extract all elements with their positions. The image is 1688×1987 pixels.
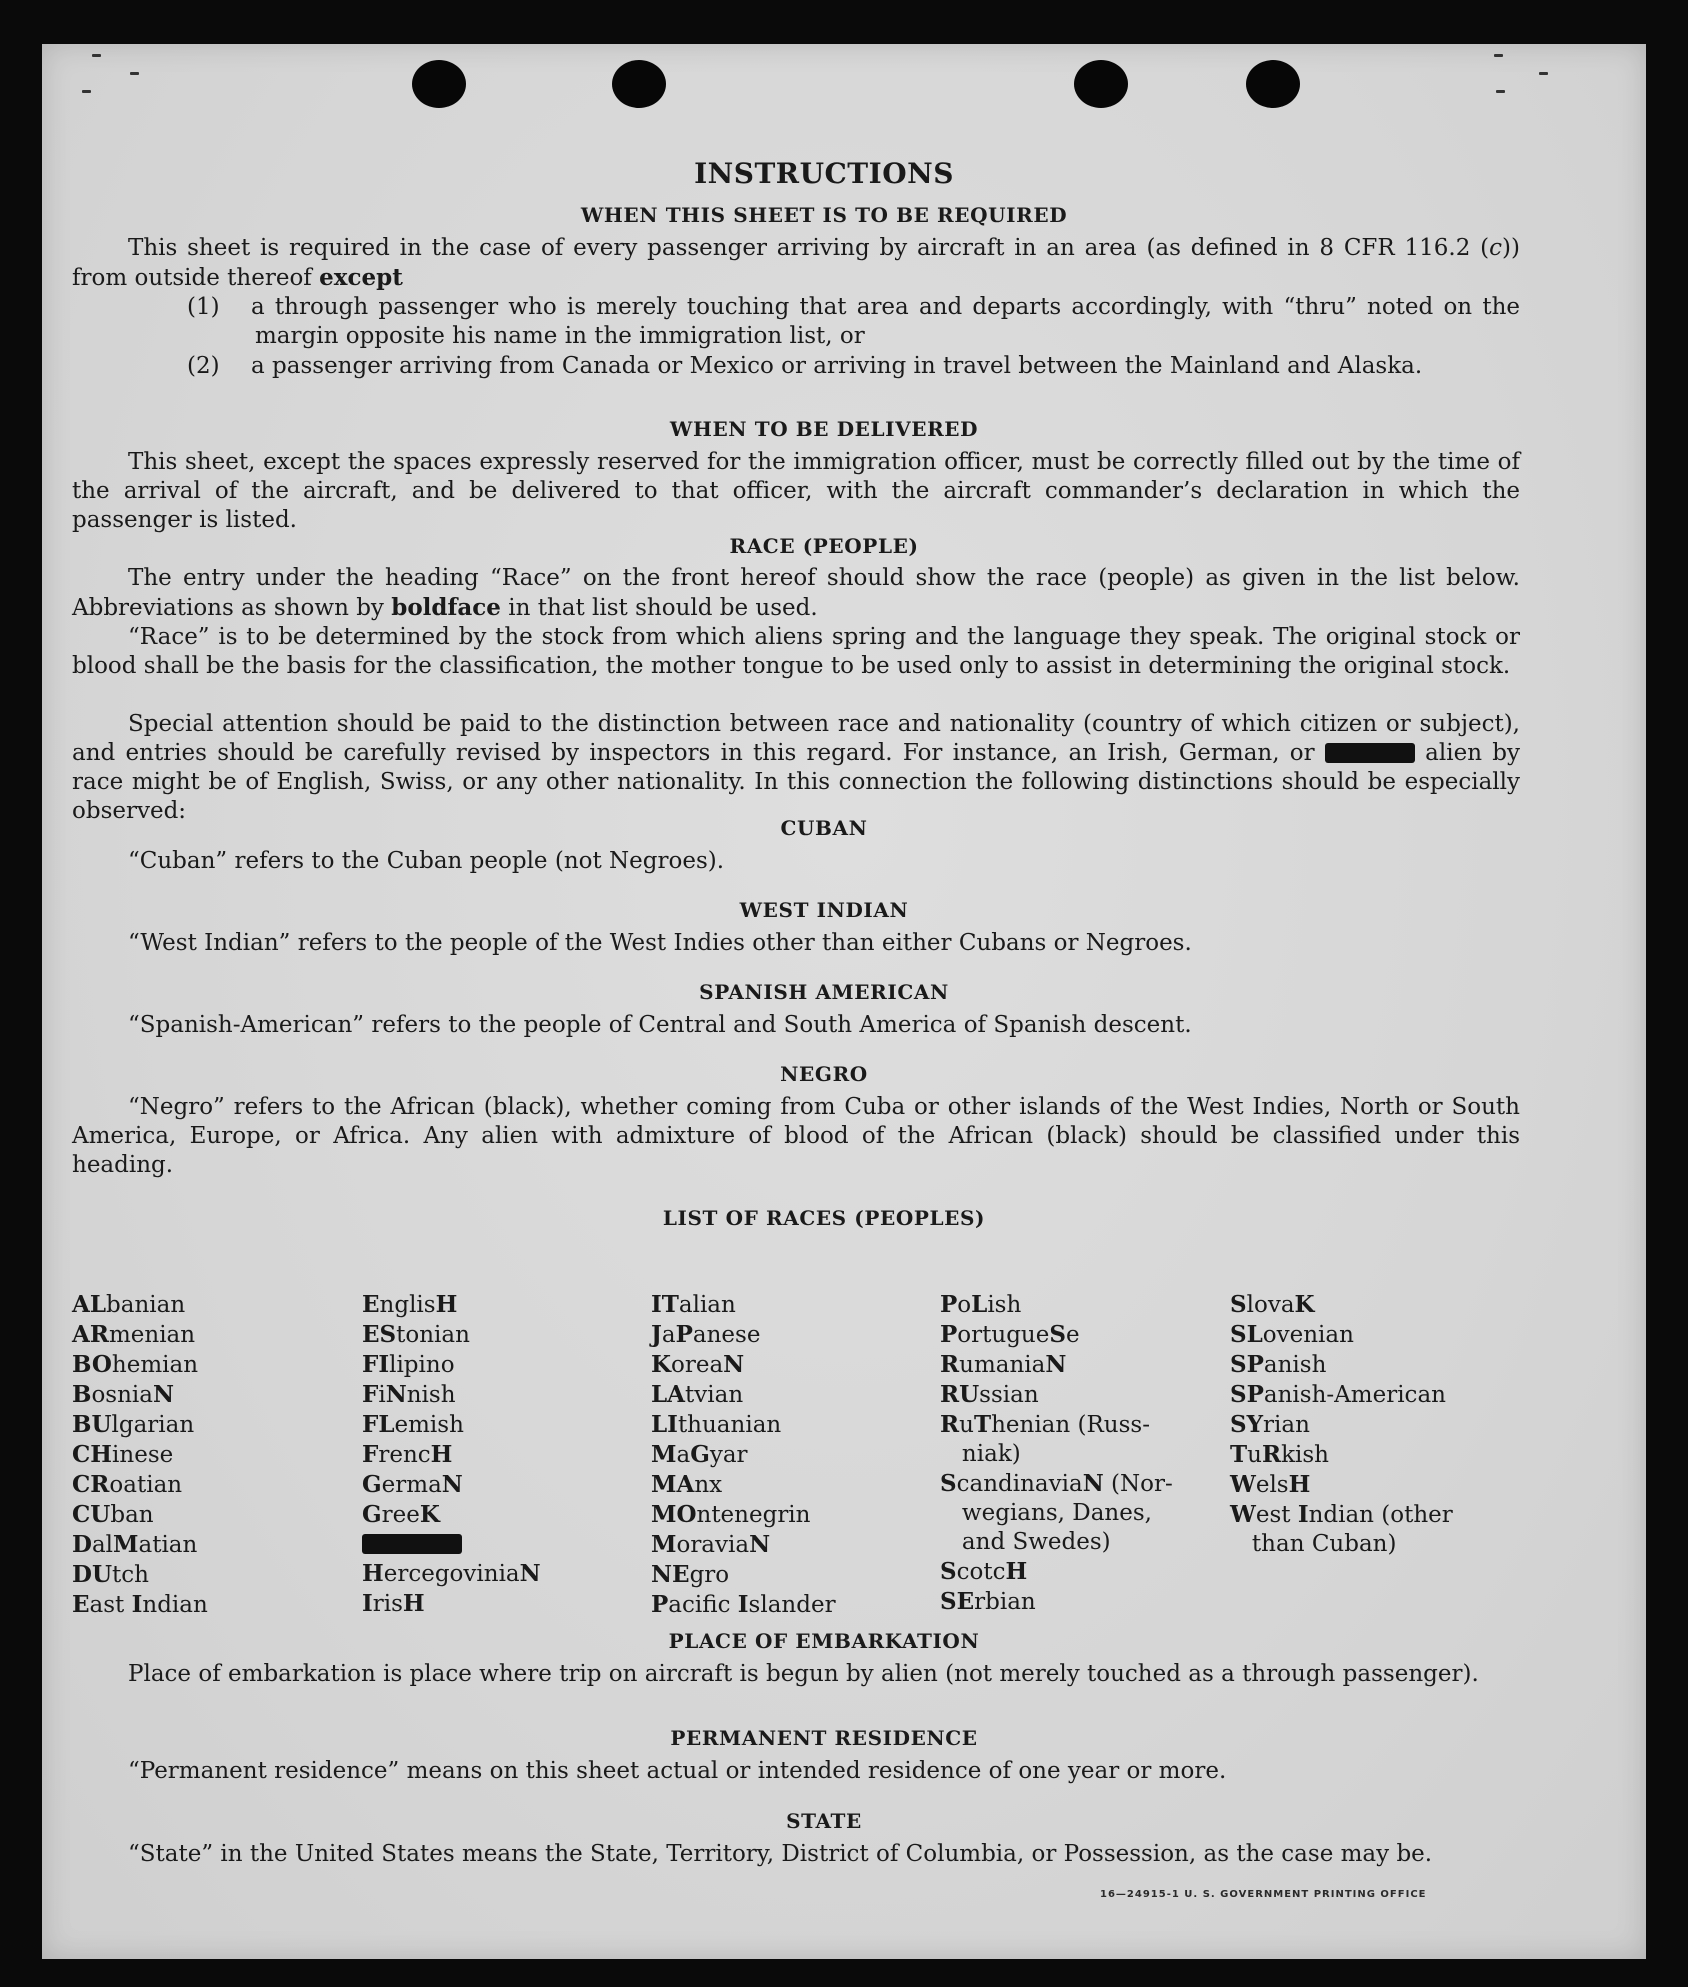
races-column-4	[940, 1290, 1173, 1617]
race-entry: ITalian	[651, 1291, 736, 1318]
race-entry: than Cuban)	[1230, 1531, 1397, 1557]
state-text: “State” in the United States means the State, Territory, District of Columbia, or Possession, as the case may be.	[128, 1841, 1433, 1867]
required-item-2: (2) a passenger arriving from Canada or Mexico or arriving in travel between the Mainland and Alaska.	[187, 353, 1423, 379]
race-entry: East Indian	[72, 1591, 208, 1618]
print-mark	[130, 72, 139, 75]
delivered-text: This sheet, except the spaces expressly reserved for the immigration officer, must be correctly filled out by the time of the arrival of the aircraft, and be delivered to that officer, with the aircraft commander’s declaration in which the passenger is listed.	[72, 449, 1520, 533]
race-entry	[362, 1530, 541, 1559]
race-entry: Pacific Islander	[651, 1591, 836, 1618]
race-entry: DalMatian	[72, 1531, 198, 1558]
document-sheet	[42, 44, 1646, 1959]
race-entry: WelsH	[1230, 1471, 1311, 1498]
residence-text: “Permanent residence” means on this sheet actual or intended residence of one year or more.	[128, 1758, 1227, 1784]
required-item-1: (1) a through passenger who is merely touching that area and departs accordingly, with “thru” noted on the margin opposite his name in the immigration list, or	[187, 294, 1520, 349]
race-entry: FiNnish	[362, 1381, 456, 1408]
race-entry: SYrian	[1230, 1411, 1310, 1438]
embarkation-text: Place of embarkation is place where trip on aircraft is begun by alien (not merely touched as a through passenger).	[128, 1661, 1479, 1687]
print-mark	[82, 90, 91, 93]
race-entry: RumaniaN	[940, 1351, 1067, 1378]
heading-spanish-american: SPANISH AMERICAN	[699, 980, 949, 1004]
race-paragraph-2: “Race” is to be determined by the stock from which aliens spring and the language they speak. The original stock or blood shall be the basis for the classification, the mother tongue to be used only to assist in determining the original stock.	[72, 624, 1520, 679]
printer-imprint: 16—24915-1 U. S. GOVERNMENT PRINTING OFFICE	[1100, 1889, 1427, 1900]
race-entry: PoLish	[940, 1291, 1022, 1318]
race-entry: RUssian	[940, 1381, 1039, 1408]
required-intro: This sheet is required in the case of every passenger arriving by aircraft in an area (as defined in 8 CFR 116.2 (c)) from outside thereof except	[72, 235, 1520, 291]
races-column-5	[1230, 1290, 1453, 1559]
race-entry: SPanish-American	[1230, 1381, 1446, 1408]
heading-west-indian: WEST INDIAN	[739, 898, 909, 922]
race-entry: TuRkish	[1230, 1441, 1329, 1468]
race-entry: GreeK	[362, 1501, 440, 1528]
race-paragraph-3: Special attention should be paid to the distinction between race and nationality (country of which citizen or subject), and entries should be carefully revised by inspectors in this regard. For instance, an Irish, German, or alien by race might be of English, Swiss, or any other nationality. In this connection the following distinctions should be especially observed:	[72, 711, 1521, 824]
print-mark	[1496, 90, 1505, 93]
heading-embarkation: PLACE OF EMBARKATION	[668, 1629, 980, 1653]
race-entry: ScotcH	[940, 1558, 1028, 1585]
cuban-text: “Cuban” refers to the Cuban people (not Negroes).	[128, 848, 725, 874]
race-entry: niak)	[940, 1441, 1021, 1467]
punch-hole	[1074, 60, 1128, 108]
race-entry: MAnx	[651, 1471, 723, 1498]
race-entry: MoraviaN	[651, 1531, 771, 1558]
race-entry: CRoatian	[72, 1471, 183, 1498]
race-entry: NEgro	[651, 1561, 730, 1588]
redaction-mark	[362, 1534, 462, 1554]
heading-list-of-races: LIST OF RACES (PEOPLES)	[662, 1206, 986, 1230]
race-entry: EnglisH	[362, 1291, 458, 1318]
race-entry: HercegoviniaN	[362, 1560, 541, 1587]
heading-when-required: WHEN THIS SHEET IS TO BE REQUIRED	[580, 203, 1068, 227]
race-entry: PortugueSe	[940, 1321, 1080, 1348]
races-column-3	[651, 1290, 836, 1620]
heading-cuban: CUBAN	[780, 816, 868, 840]
heading-state: STATE	[786, 1809, 862, 1833]
race-entry: BosniaN	[72, 1381, 175, 1408]
print-mark	[92, 54, 101, 57]
races-column-1	[72, 1290, 208, 1620]
race-entry: DUtch	[72, 1561, 149, 1588]
print-mark	[1539, 72, 1548, 75]
page-title: INSTRUCTIONS	[694, 157, 954, 190]
race-entry: IrisH	[362, 1590, 425, 1617]
race-entry: GermaN	[362, 1471, 463, 1498]
race-entry: FrencH	[362, 1441, 453, 1468]
punch-hole	[1246, 60, 1300, 108]
race-entry: SErbian	[940, 1588, 1036, 1615]
race-entry: JaPanese	[651, 1321, 761, 1348]
race-entry: and Swedes)	[940, 1529, 1111, 1555]
race-paragraph-1: The entry under the heading “Race” on the front hereof should show the race (people) as given in the list below. Abbreviations as shown by boldface in that list should be used.	[72, 565, 1520, 621]
print-mark	[1494, 54, 1503, 57]
race-entry: West Indian (other	[1230, 1501, 1453, 1528]
race-entry: MOntenegrin	[651, 1501, 811, 1528]
race-entry: SLovenian	[1230, 1321, 1354, 1348]
race-entry: CHinese	[72, 1441, 174, 1468]
race-entry: ScandinaviaN (Nor-	[940, 1470, 1173, 1497]
heading-race: RACE (PEOPLE)	[729, 534, 919, 558]
race-entry: SPanish	[1230, 1351, 1327, 1378]
race-entry: MaGyar	[651, 1441, 748, 1468]
heading-permanent-residence: PERMANENT RESIDENCE	[670, 1726, 978, 1750]
race-entry: RuThenian (Russ-	[940, 1411, 1150, 1438]
races-column-2	[362, 1290, 541, 1619]
race-entry: FIlipino	[362, 1351, 455, 1378]
heading-negro: NEGRO	[780, 1062, 868, 1086]
race-entry: FLemish	[362, 1411, 464, 1438]
negro-text: “Negro” refers to the African (black), whether coming from Cuba or other islands of the West Indies, North or South America, Europe, or Africa. Any alien with admixture of blood of the African (black) should be classified under this heading.	[72, 1094, 1520, 1178]
punch-hole	[612, 60, 666, 108]
west-indian-text: “West Indian” refers to the people of the West Indies other than either Cubans or Negroes.	[128, 930, 1192, 956]
race-entry: ARmenian	[72, 1321, 196, 1348]
heading-when-delivered: WHEN TO BE DELIVERED	[669, 417, 979, 441]
race-entry: ALbanian	[72, 1291, 186, 1318]
race-entry: LIthuanian	[651, 1411, 782, 1438]
race-entry: SlovaK	[1230, 1291, 1315, 1318]
race-entry: BUlgarian	[72, 1411, 195, 1438]
race-entry: KoreaN	[651, 1351, 745, 1378]
spanish-american-text: “Spanish-American” refers to the people of Central and South America of Spanish descent.	[128, 1012, 1192, 1038]
race-entry: CUban	[72, 1501, 154, 1528]
race-entry: EStonian	[362, 1321, 470, 1348]
redaction-mark	[1325, 743, 1415, 763]
punch-hole	[412, 60, 466, 108]
race-entry: LAtvian	[651, 1381, 744, 1408]
race-entry: wegians, Danes,	[940, 1500, 1152, 1526]
race-entry: BOhemian	[72, 1351, 199, 1378]
